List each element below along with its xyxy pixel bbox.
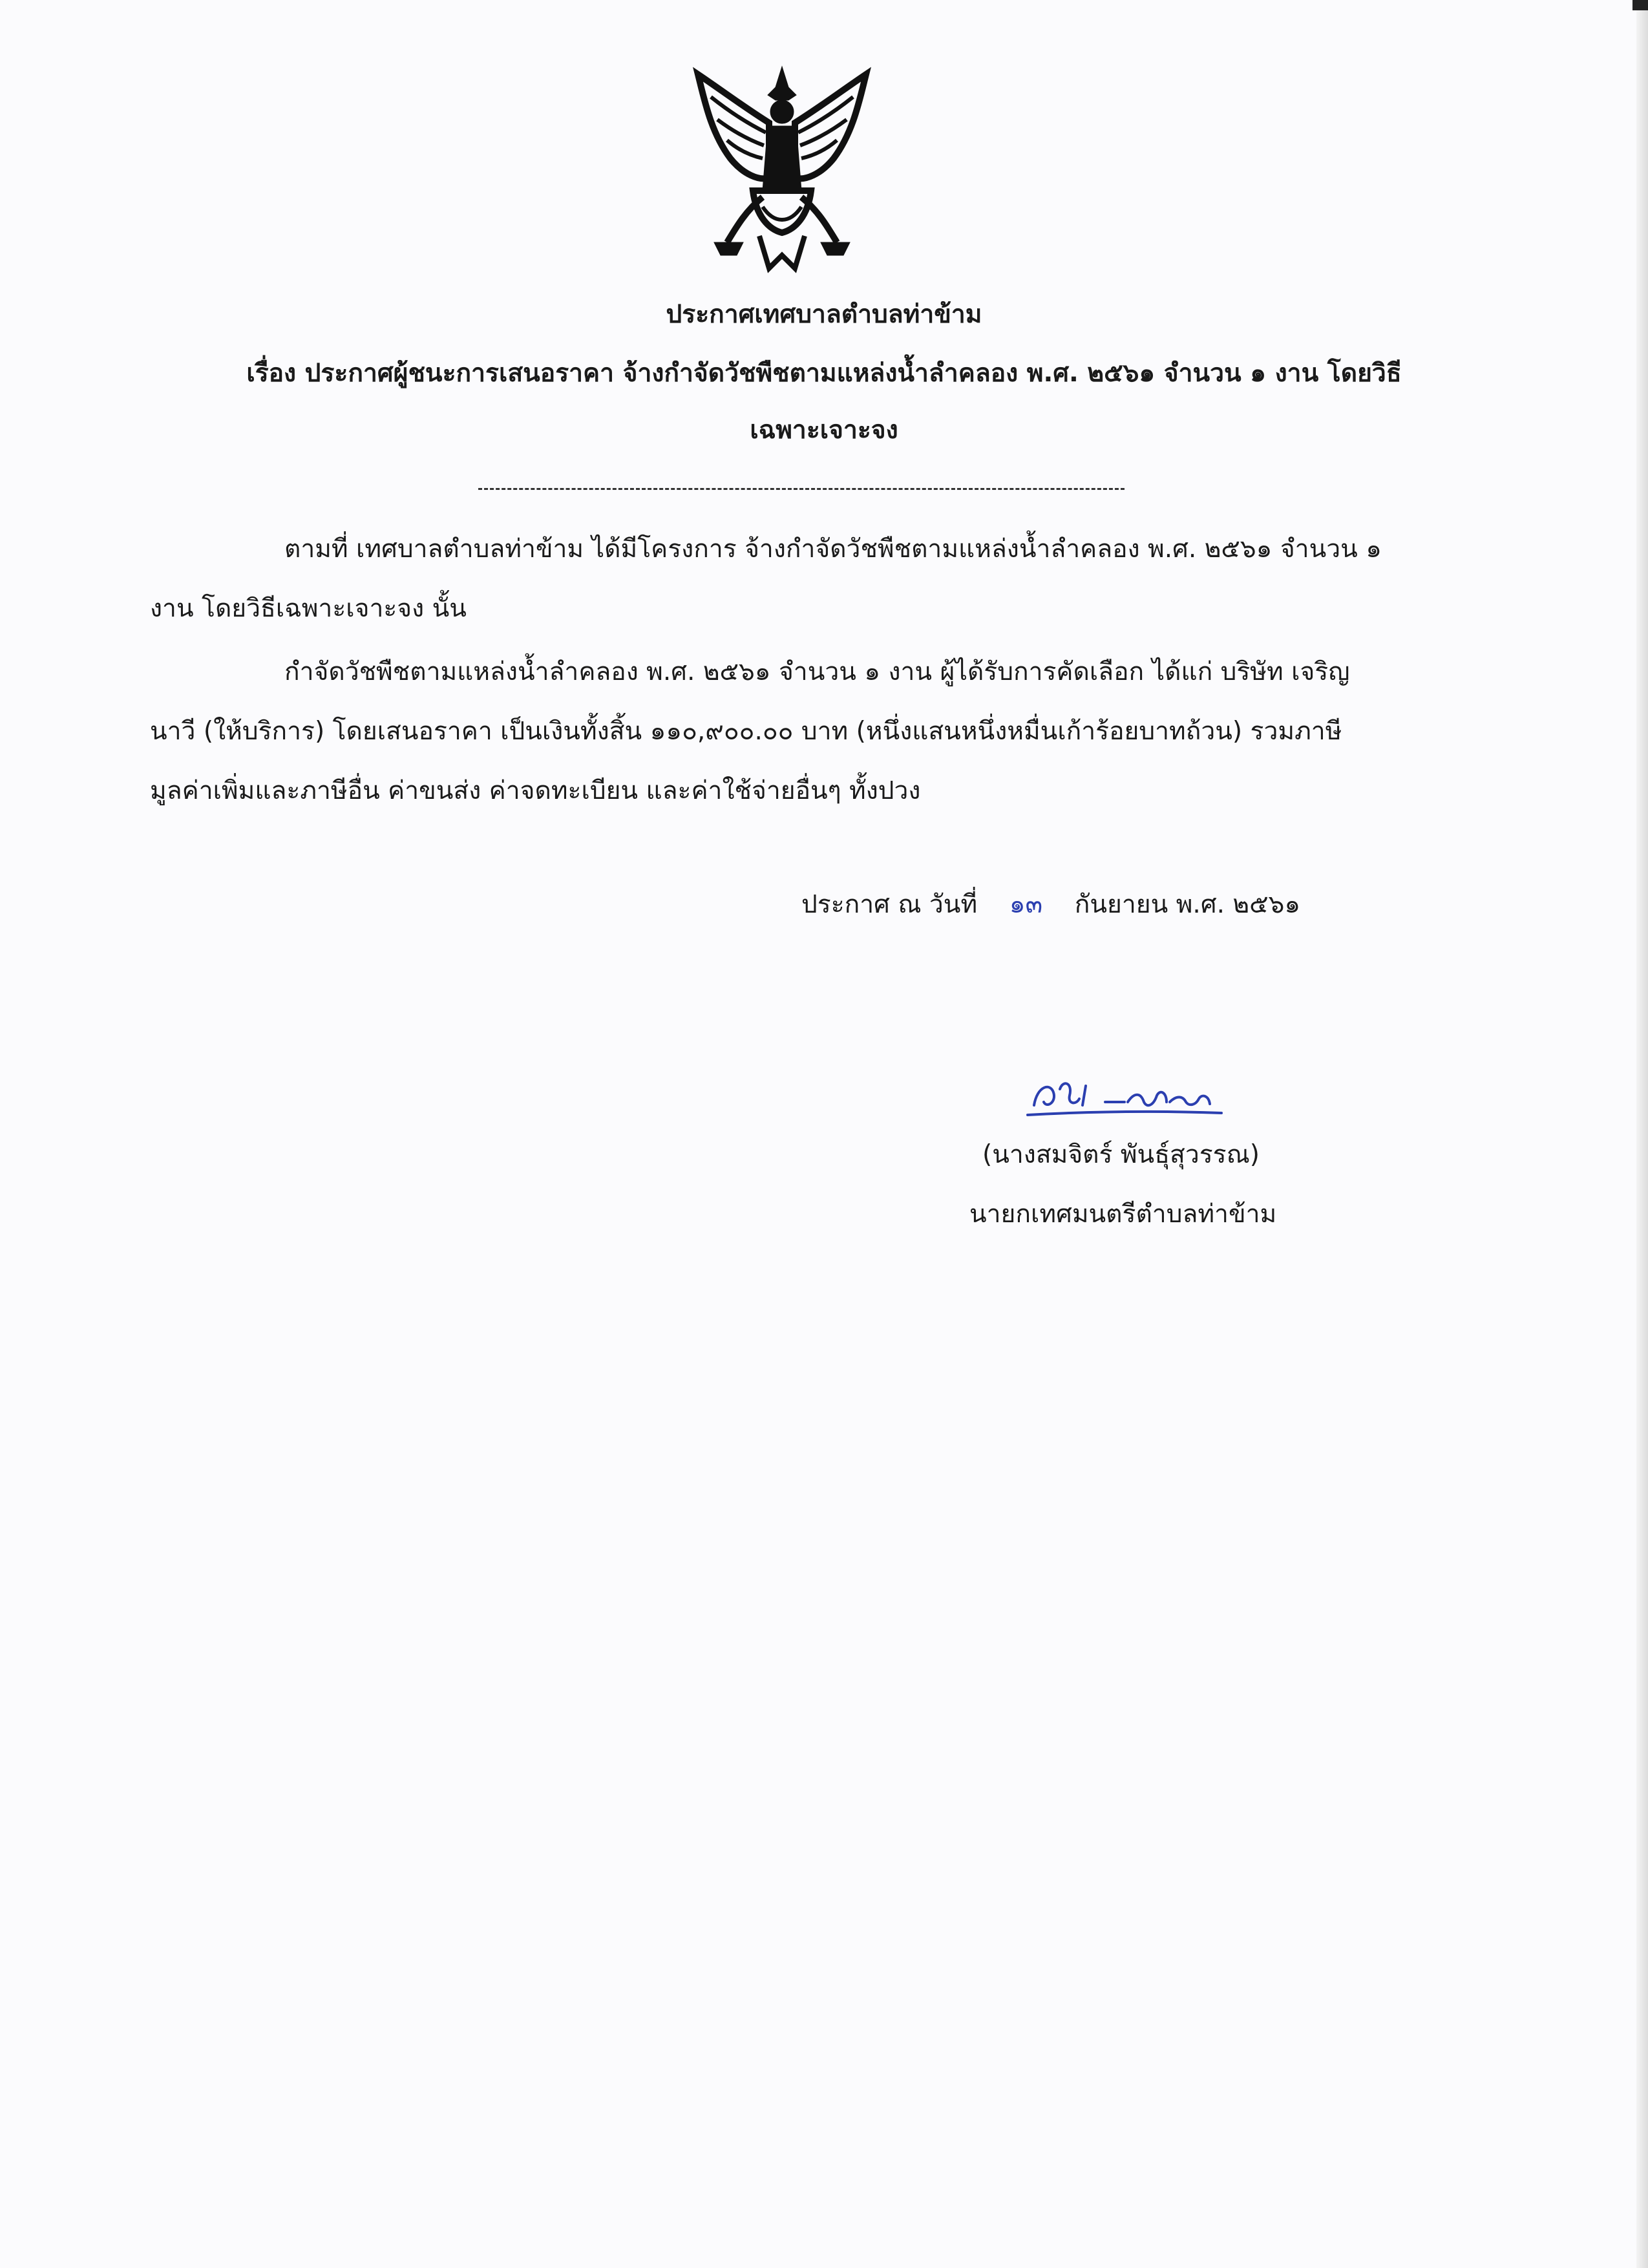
date-suffix: กันยายน พ.ศ. ๒๕๖๑ xyxy=(1074,890,1301,919)
scan-corner-mark xyxy=(1632,0,1648,10)
announcement-date xyxy=(801,889,1300,921)
signer-name: (นางสมจิตร์ พันธุ์สุวรรณ) xyxy=(982,1140,1260,1169)
paragraph-1-line-2: งาน โดยวิธีเฉพาะเจาะจง นั้น xyxy=(150,594,467,623)
dashed-separator xyxy=(478,488,1125,490)
handwritten-signature xyxy=(1021,1066,1234,1125)
paragraph-2-line-2: นาวี (ให้บริการ) โดยเสนอราคา เป็นเงินทั้งสิ้น ๑๑๐,๙๐๐.๐๐ บาท (หนึ่งแสนหนึ่งหมื่นเก้าร้อยบาทถ้วน) รวมภาษี xyxy=(150,717,1342,746)
signer-title: นายกเทศมนตรีตำบลท่าข้าม xyxy=(969,1200,1277,1229)
subject-line-2: เฉพาะเจาะจง xyxy=(750,416,898,445)
paragraph-2-line-1: กำจัดวัชพืชตามแหล่งน้ำลำคลอง พ.ศ. ๒๕๖๑ จำนวน ๑ งาน ผู้ได้รับการคัดเลือก ได้แก่ บริษัท เจริญ xyxy=(284,657,1350,686)
date-prefix: ประกาศ ณ วันที่ xyxy=(801,890,978,919)
paragraph-1-line-1: ตามที่ เทศบาลตำบลท่าข้าม ได้มีโครงการ จ้างกำจัดวัชพืชตามแหล่งน้ำลำคลอง พ.ศ. ๒๕๖๑ จำนวน ๑ xyxy=(284,535,1382,564)
scan-edge xyxy=(1636,0,1648,2268)
paragraph-2-line-3: มูลค่าเพิ่มและภาษีอื่น ค่าขนส่ง ค่าจดทะเบียน และค่าใช้จ่ายอื่นๆ ทั้งปวง xyxy=(150,776,921,805)
garuda-emblem-icon xyxy=(692,61,872,275)
date-day: ๑๓ xyxy=(1009,890,1043,919)
organization-title: ประกาศเทศบาลตำบลท่าข้าม xyxy=(666,300,982,329)
subject-line-1: เรื่อง ประกาศผู้ชนะการเสนอราคา จ้างกำจัดวัชพืชตามแหล่งน้ำลำคลอง พ.ศ. ๒๕๖๑ จำนวน ๑ งาน โดยวิธี xyxy=(246,359,1402,388)
